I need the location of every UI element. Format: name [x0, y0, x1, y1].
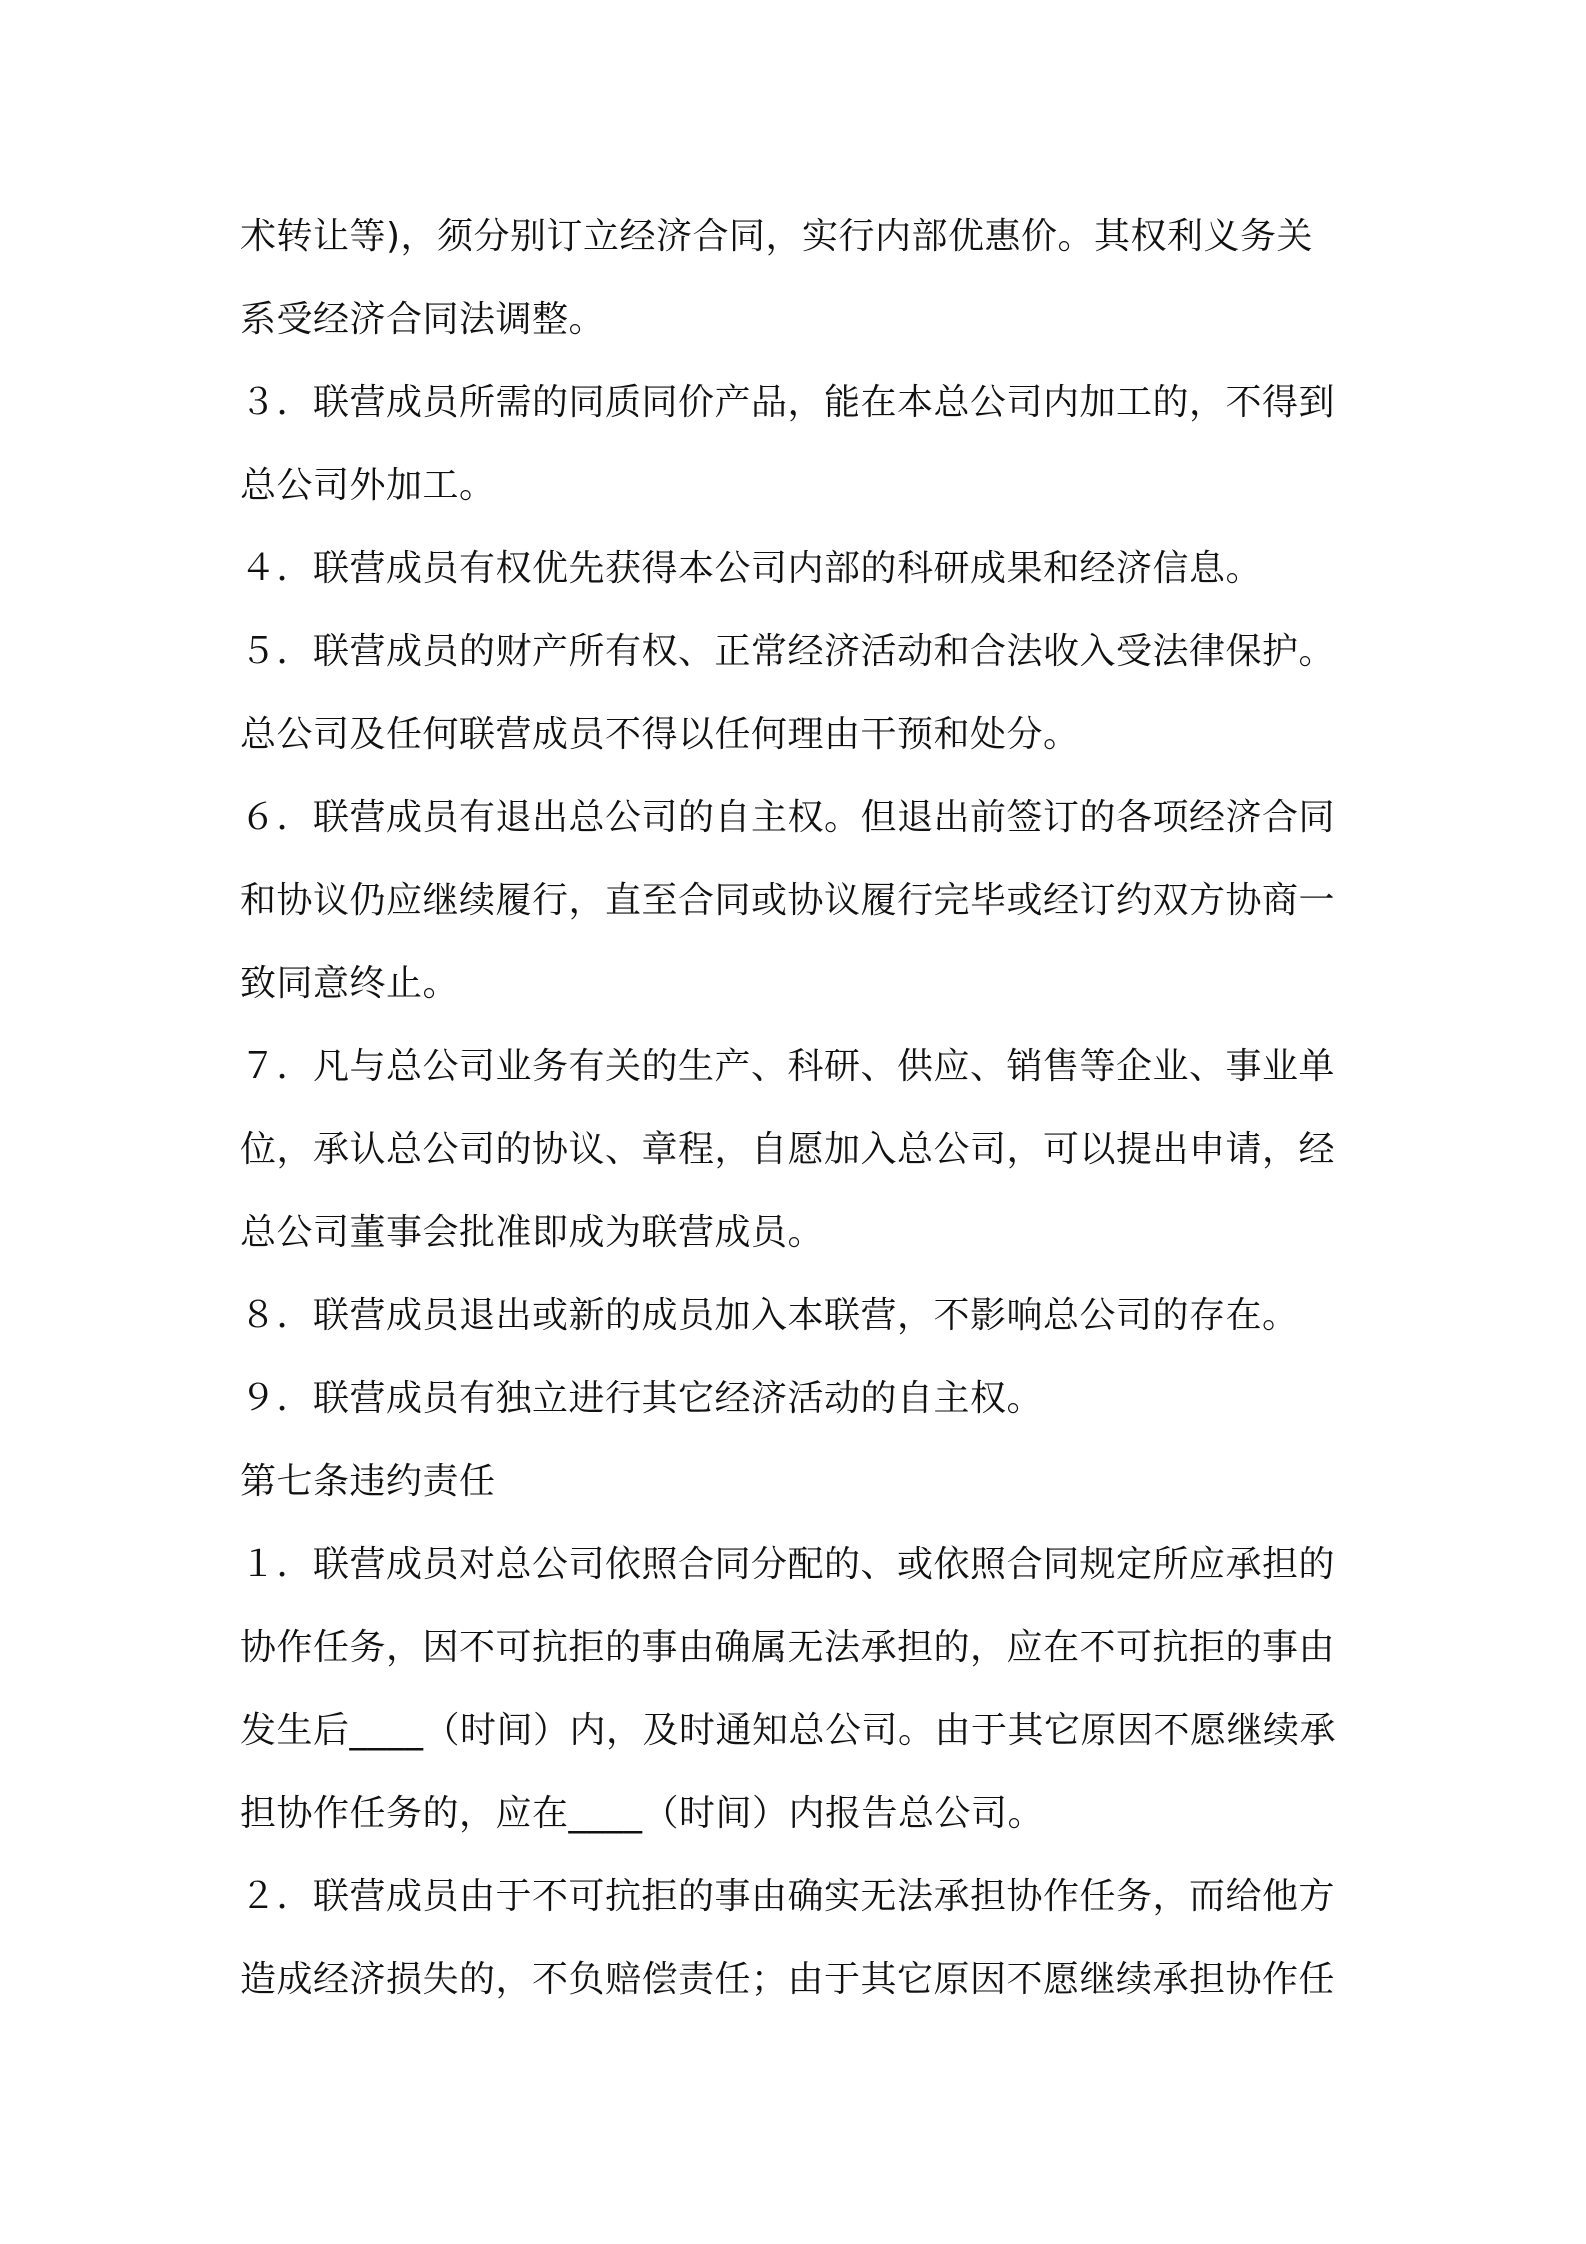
text-line: 位，承认总公司的协议、章程，自愿加入总公司，可以提出申请，经 [240, 1129, 1336, 1170]
text-line: ７．凡与总公司业务有关的生产、科研、供应、销售等企业、事业单 [240, 1046, 1336, 1087]
text-line: ９．联营成员有独立进行其它经济活动的自主权。 [240, 1378, 1044, 1419]
text-line: ４．联营成员有权优先获得本公司内部的科研成果和经济信息。 [240, 548, 1263, 589]
text-line: 和协议仍应继续履行，直至合同或协议履行完毕或经订约双方协商一 [240, 880, 1336, 921]
text-line: １．联营成员对总公司依照合同分配的、或依照合同规定所应承担的 [240, 1544, 1336, 1585]
section-heading: 第七条违约责任 [240, 1461, 496, 1502]
text-line: 术转让等)，须分别订立经济合同，实行内部优惠价。其权利义务关 [240, 216, 1314, 257]
text-line: ６．联营成员有退出总公司的自主权。但退出前签订的各项经济合同 [240, 797, 1336, 838]
text-line: 系受经济合同法调整。 [240, 299, 606, 340]
text-line: 致同意终止。 [240, 963, 460, 1004]
text-line: 总公司董事会批准即成为联营成员。 [240, 1212, 825, 1253]
document-body [240, 195, 1350, 2021]
text-line: 担协作任务的，应在____（时间）内报告总公司。 [240, 1793, 1045, 1834]
text-line: 总公司外加工。 [240, 465, 496, 506]
text-line: ３．联营成员所需的同质同价产品，能在本总公司内加工的，不得到 [240, 382, 1336, 423]
text-line: 总公司及任何联营成员不得以任何理由干预和处分。 [240, 714, 1080, 755]
text-line: 造成经济损失的，不负赔偿责任；由于其它原因不愿继续承担协作任 [240, 1959, 1336, 2000]
text-line: ８．联营成员退出或新的成员加入本联营，不影响总公司的存在。 [240, 1295, 1299, 1336]
text-line: 发生后____（时间）内，及时通知总公司。由于其它原因不愿继续承 [240, 1710, 1337, 1751]
text-line: 协作任务，因不可抗拒的事由确属无法承担的，应在不可抗拒的事由 [240, 1627, 1336, 1668]
text-line: ５．联营成员的财产所有权、正常经济活动和合法收入受法律保护。 [240, 631, 1336, 672]
text-line: ２．联营成员由于不可抗拒的事由确实无法承担协作任务，而给他方 [240, 1876, 1336, 1917]
